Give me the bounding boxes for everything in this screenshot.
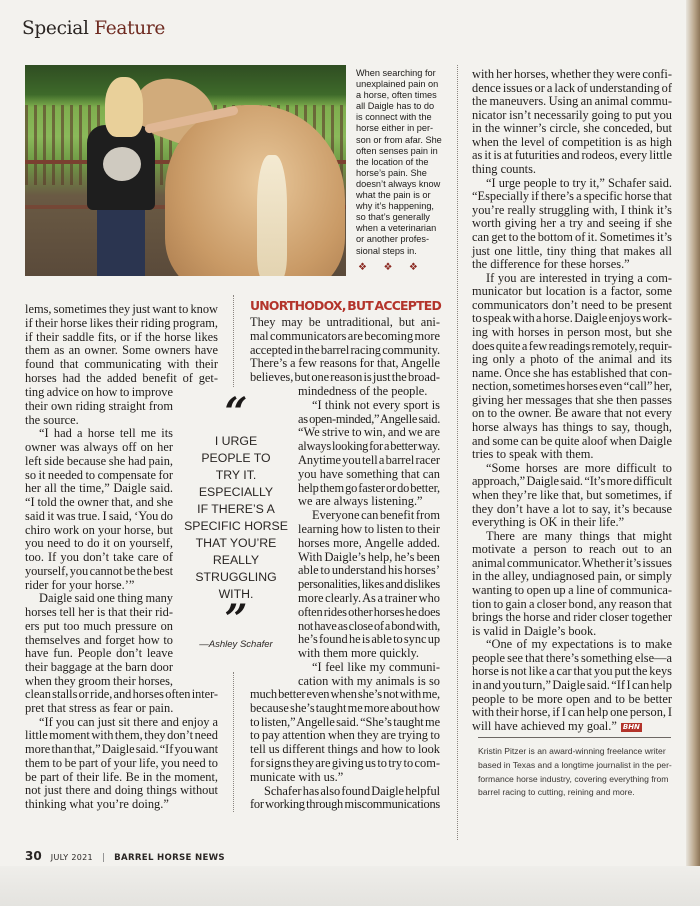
text-line: with their horse, if I can help one person, I xyxy=(472,705,672,720)
photo-woman-jeans xyxy=(97,205,145,276)
body-text-left-bottom xyxy=(25,688,218,812)
text-line: people to be more open and to be better xyxy=(472,691,672,706)
text-line: so it needed to compensate for xyxy=(25,467,173,482)
text-line: name. Once she has established that con- xyxy=(472,365,672,380)
text-line: horses had the added benefit of get- xyxy=(25,370,218,385)
text-line: their own riding straight from xyxy=(25,398,173,413)
text-line: “If you can just sit there and enjoy a xyxy=(39,714,218,729)
text-line: when they groom their horses, xyxy=(25,673,173,688)
ornament-diamonds-icon: ❖ ❖ ❖ xyxy=(358,262,425,273)
text-line: because she’s taught me more about how xyxy=(250,700,440,715)
pull-quote-line: ESPECIALLY xyxy=(198,485,274,499)
body-text-mid-narrow xyxy=(298,385,440,689)
text-line: communicators don’t need to be present xyxy=(472,297,672,312)
text-line: the difference for these horses.” xyxy=(472,257,630,272)
text-line: much better even when she’s not with me, xyxy=(250,687,440,701)
bio-line: Kristin Pitzer is an award-winning freelance writer xyxy=(478,746,666,756)
pull-quote xyxy=(180,433,292,603)
text-line: her all the time,” Daigle said. xyxy=(25,481,173,496)
section-header-feature: Feature xyxy=(94,18,166,39)
caption-line: all Daigle has to do xyxy=(356,101,435,112)
text-line: can get to the bottom of it. Sometimes it’s xyxy=(472,229,672,244)
text-line: Everyone can benefit from xyxy=(312,508,440,523)
text-line: yourself, you cannot be the best xyxy=(25,563,173,578)
pull-quote-line: I URGE xyxy=(214,434,258,448)
text-line: themselves and forget how to xyxy=(25,632,173,647)
text-line: “We strive to win, and we are xyxy=(298,425,440,440)
text-line: the maneuvers. Using an animal commu- xyxy=(472,94,672,109)
caption-line: what the pain is or xyxy=(356,190,431,201)
page-number: 30 xyxy=(25,849,42,863)
text-line: they don’t have a lot to say, it’s because xyxy=(472,501,672,516)
feature-photo xyxy=(25,65,346,276)
text-line: “I feel like my communi- xyxy=(312,659,440,674)
pull-quote-line: SPECIFIC HORSE xyxy=(184,519,288,533)
text-line: “Especially if there’s a specific horse that xyxy=(472,189,672,204)
photo-horse-tail xyxy=(257,155,287,276)
close-quote-icon: ” xyxy=(224,596,248,643)
issue-date: JULY 2021 xyxy=(50,853,93,862)
caption-line: sional steps in. xyxy=(356,245,417,256)
photo-woman-head xyxy=(105,77,143,137)
pull-quote-line: PEOPLE TO xyxy=(201,451,271,465)
text-line: found that communicating with their xyxy=(25,357,218,371)
page-binding-shadow xyxy=(686,0,700,906)
body-text-left-narrow xyxy=(25,386,173,689)
caption-line: is connect with the xyxy=(356,112,432,123)
text-line: horse always has things to say, though, xyxy=(472,420,672,435)
bio-divider xyxy=(478,737,671,738)
text-line: owner was always off on her xyxy=(25,440,173,454)
text-line: you’re really struggling with, I think it’s xyxy=(472,202,672,217)
text-line: too. If you don’t take care of xyxy=(25,550,173,564)
text-line: brings the horse and rider closer together xyxy=(472,610,672,625)
text-line: mindedness of the people. xyxy=(298,384,428,398)
text-line: clean stalls or ride, and horses often inter- xyxy=(25,687,218,701)
caption-line: often senses pain in xyxy=(356,145,438,156)
text-line: rider for your horse.’” xyxy=(25,577,135,592)
pull-quote-line: STRUGGLING xyxy=(195,570,277,584)
text-line: “Some horses are more difficult to xyxy=(486,460,672,475)
text-line: when they’re like that, but sometimes, if xyxy=(472,487,672,502)
text-line: said it was true. I said, ‘You do xyxy=(25,508,173,523)
text-line: when the level of competition is as high xyxy=(472,134,672,149)
text-line: help them go faster or do better, xyxy=(298,480,440,495)
text-line: There are many things that might xyxy=(486,528,672,543)
text-line: Daigle said one thing many xyxy=(39,591,173,606)
caption-line: son or from afar. She xyxy=(356,134,442,145)
text-line: everything is OK in their life.” xyxy=(472,515,625,530)
pull-quote-attribution: —Ashley Schafer xyxy=(199,639,273,650)
text-line: worth giving her a try and seeing if she xyxy=(472,216,672,231)
text-line: you need to do it on yourself, xyxy=(25,536,173,551)
caption-line: a horse, often times xyxy=(356,90,437,101)
section-header xyxy=(22,18,165,39)
open-quote-icon: “ xyxy=(224,389,248,436)
text-line: left side because she had pain, xyxy=(25,453,173,468)
text-line: often rides other horses he does xyxy=(298,604,440,619)
body-text-left-top xyxy=(25,303,218,386)
text-line: “One of my expectations is to make xyxy=(486,637,672,652)
subheading: UNORTHODOX, BUT ACCEPTED xyxy=(250,298,442,313)
text-line: learning how to listen to their xyxy=(298,521,440,536)
text-line: in the winner’s circle, she conceded, but xyxy=(472,121,672,136)
text-line: we are always listening.” xyxy=(298,494,423,509)
text-line: for working through miscommunications xyxy=(250,797,440,812)
text-line: if their saddle fits, or if the horse likes xyxy=(25,329,218,344)
text-line: not just there and doing things without xyxy=(25,783,218,798)
author-bio xyxy=(478,745,674,800)
text-line: them to be part of your life, you need to xyxy=(25,755,218,770)
text-line: just one little, tiny thing that makes all xyxy=(472,243,672,258)
text-line: people see that there’s something else—a xyxy=(472,650,672,665)
photo-shirt-graphic xyxy=(103,147,141,181)
text-line: ting advice on how to improve xyxy=(25,385,173,399)
text-line: not have as close of a bond with, xyxy=(298,618,440,633)
column-divider xyxy=(233,672,234,812)
text-line: personalities, likes and dislikes xyxy=(298,577,440,592)
text-line: ing with horses in person most, but she xyxy=(472,324,672,339)
page-footer xyxy=(25,845,225,864)
text-line: If you are interested in trying a com- xyxy=(486,270,672,285)
text-line: mal communicators are becoming more xyxy=(250,328,440,343)
text-line: as it is at futurities and rodeos, every little xyxy=(472,148,672,163)
caption-line: the location of the xyxy=(356,156,429,167)
text-line: municator but location is a factor, some xyxy=(472,284,672,299)
text-line: cation with my animals is so xyxy=(298,673,440,688)
text-line: as open-minded,” Angelle said. xyxy=(298,411,440,426)
page-bottom-margin xyxy=(0,866,700,906)
text-line: them as an owner. Some owners have xyxy=(25,343,218,358)
text-line: horses tell her is that their rid- xyxy=(25,605,173,619)
text-line: horses more, Angelle added. xyxy=(298,535,440,550)
text-line: “I think not every sport is xyxy=(312,397,440,412)
text-line: be part of their life. Be in the moment, xyxy=(25,769,218,784)
text-line: to listen,” Angelle said. “She’s taught me xyxy=(250,714,440,729)
text-line: and some can be quite aloof when Daigle xyxy=(472,433,672,448)
text-line: tion to gain a closer bond, any reason that xyxy=(472,596,672,611)
text-line: the source. xyxy=(25,412,79,427)
footer-separator: | xyxy=(102,853,106,863)
photo-caption xyxy=(356,68,454,257)
text-line: Anytime you tell a barrel racer xyxy=(298,452,440,467)
text-line: They may be untraditional, but ani- xyxy=(250,315,440,329)
pull-quote-line: REALLY xyxy=(212,553,260,567)
text-line: municate with us.” xyxy=(250,769,344,784)
text-line: dence issues or a lack of understanding of xyxy=(472,80,672,95)
text-line: ers put too much pressure on xyxy=(25,618,173,633)
text-line: nection, sometimes horses even “call” her, xyxy=(472,379,672,394)
text-line: their baggage at the barn door xyxy=(25,660,173,674)
text-line: accepted in the barrel racing community. xyxy=(250,342,440,357)
text-line: chiro work on your horse, but xyxy=(25,522,173,537)
text-line: if their horse likes their riding program, xyxy=(25,315,218,330)
text-line: more than that,” Daigle said. “If you want xyxy=(25,742,218,756)
article-end-line: will have achieved my goal.” xyxy=(472,718,617,733)
text-line: thinking what you’re doing.” xyxy=(25,797,169,811)
text-line: for signs they are giving us to try to com- xyxy=(250,755,440,770)
text-line: approach,” Daigle said. “It’s more difficult xyxy=(472,474,672,489)
text-line: on to the owner. Be aware that not every xyxy=(472,406,672,421)
text-line: thing counts. xyxy=(472,162,537,177)
text-line xyxy=(472,720,672,734)
caption-line: why it’s happening, xyxy=(356,201,434,212)
pull-quote-line: IF THERE’S A xyxy=(197,502,275,516)
text-line: have fun. People don’t leave xyxy=(25,646,173,661)
pull-quote-line: TRY IT. xyxy=(215,468,257,482)
text-line: motivate a person to reach out to an xyxy=(472,542,672,557)
text-line: Schafer has also found Daigle helpful xyxy=(264,783,440,798)
magazine-name: BARREL HORSE NEWS xyxy=(114,853,225,863)
text-line: tell us different things and how to look xyxy=(250,742,440,757)
text-line: horse is not like a car that you put the keys xyxy=(472,664,672,679)
text-line: animal communicator. Whether it’s issues xyxy=(472,555,672,570)
text-line: with them more quickly. xyxy=(298,646,420,661)
body-text-mid-top xyxy=(250,316,440,385)
caption-line: so that’s generally xyxy=(356,212,430,223)
section-header-special: Special xyxy=(22,18,89,39)
column-divider xyxy=(457,65,458,840)
text-line: to pay attention when they are trying to xyxy=(250,728,440,743)
text-line: with her horses, whether they were confi- xyxy=(472,67,672,81)
caption-line: or another profes- xyxy=(356,234,430,245)
text-line: always looking for a better way. xyxy=(298,439,440,454)
bhn-end-mark-icon: BHN xyxy=(622,722,640,731)
body-text-mid-bottom xyxy=(250,688,440,812)
text-line: to speak with a horse. Daigle enjoys work- xyxy=(472,311,672,326)
bio-line: based in Texas and a longtime journalist in the per- xyxy=(478,759,672,770)
text-line: able to understand his horses’ xyxy=(298,563,440,578)
text-line: he’s found he is able to sync up xyxy=(298,632,440,647)
pull-quote-line: WITH. xyxy=(218,587,254,601)
caption-line: horse’s pain. She xyxy=(356,167,427,178)
caption-line: unexplained pain on xyxy=(356,79,439,90)
text-line: With Daigle’s help, he’s been xyxy=(298,549,440,564)
text-line: pret that stress as fear or pain. xyxy=(25,700,174,715)
column-divider xyxy=(233,295,234,387)
text-line: does quite a few readings remotely, requir- xyxy=(472,338,672,353)
caption-line: doesn’t always know xyxy=(356,178,441,189)
text-line: “I told the owner that, and she xyxy=(25,495,173,509)
text-line: more clearly. As a trainer who xyxy=(298,590,440,605)
bio-line: formance horse industry, covering everything from xyxy=(478,773,669,784)
text-line: There’s a few reasons for that, Angelle xyxy=(250,356,440,371)
text-line: you have something that can xyxy=(298,466,440,481)
text-line: “I urge people to try it,” Schafer said. xyxy=(486,175,672,190)
pull-quote-line: THAT YOU’RE xyxy=(195,536,277,550)
text-line: nicator isn’t necessarily going to put you xyxy=(472,107,672,122)
bio-line: barrel racing to cutting, reining and more. xyxy=(478,787,635,798)
text-line: in the alley, undiagnosed pain, or simply xyxy=(472,569,672,584)
text-line: ing only a photo of the animal and its xyxy=(472,352,672,367)
text-line: giving her messages that she then passes xyxy=(472,392,672,407)
caption-line: When searching for xyxy=(356,68,436,78)
text-line: wanting to open up a line of communica- xyxy=(472,582,672,597)
text-line: is valid in Daigle’s book. xyxy=(472,623,597,638)
caption-line: horse either in per- xyxy=(356,123,434,134)
text-line: “I had a horse tell me its xyxy=(39,426,173,441)
body-text-right xyxy=(472,68,672,733)
text-line: tries to speak with them. xyxy=(472,447,594,462)
text-line: little moment with them, they don’t need xyxy=(25,728,218,743)
caption-line: when a veterinarian xyxy=(356,223,437,234)
text-line: believes, but one reason is just the broad- xyxy=(250,370,440,385)
text-line: lems, sometimes they just want to know xyxy=(25,302,218,316)
text-line: in and you turn,” Daigle said. “If I can help xyxy=(472,678,672,693)
